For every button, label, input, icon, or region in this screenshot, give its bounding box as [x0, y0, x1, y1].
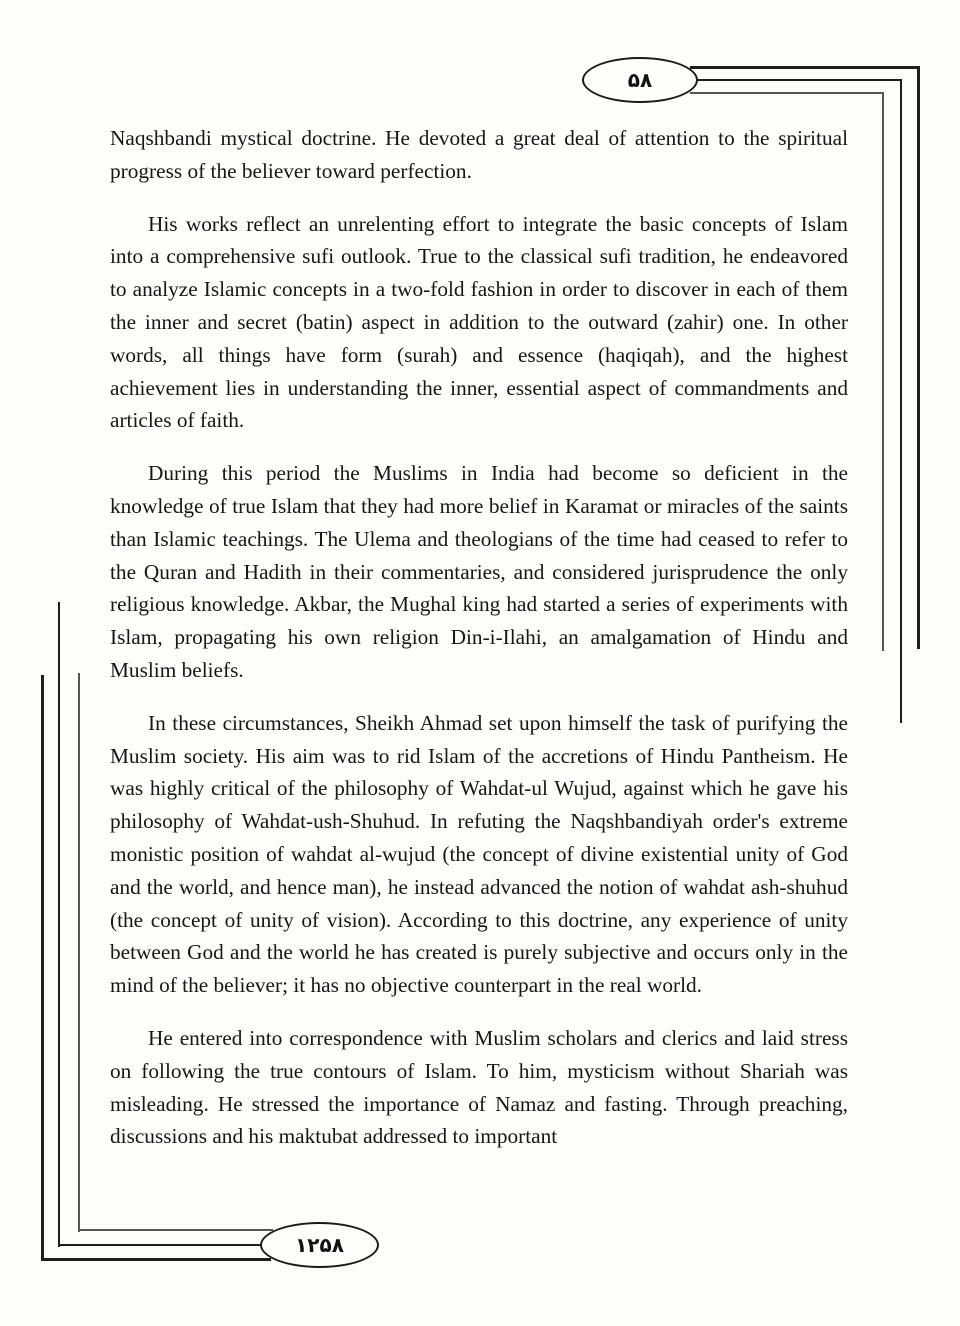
frame-line-right-middle — [900, 79, 902, 723]
frame-line-bottom-inner — [78, 1229, 273, 1231]
frame-line-bottom-middle — [58, 1244, 263, 1246]
paragraph: During this period the Muslims in India had become so deficient in the knowledge of true Islam that they had more belief in Karamat or miracles of the saints than Islamic teachings. The Ulema and theologians of the time had ceased to refer to the Quran and Hadith in their commentaries, and considered jurisprudence the only religious knowledge. Akbar, the Mughal king had started a series of experiments with Islam, propagating his own religion Din-i-Ilahi, an amalgamation of Hindu and Muslim beliefs. — [110, 461, 848, 682]
paragraph: In these circumstances, Sheikh Ahmad set upon himself the task of purifying the Muslim society. His aim was to rid Islam of the accretions of Hindu Pantheism. He was highly critical of the philosophy of Wahdat-ul Wujud, against which he gave his philosophy of Wahdat-ush-Shuhud. In refuting the Naqshbandiyah order's extreme monistic position of wahdat al-wujud (the concept of divine existential unity of God and the world, and hence man), he instead advanced the notion of wahdat ash-shuhud (the concept of unity of vision). According to this doctrine, any experience of unity between God and the world he has created is purely subjective and occurs only in the mind of the believer; it has no objective counterpart in the real world. — [110, 710, 848, 998]
frame-line-left-inner — [78, 673, 80, 1232]
paragraph-continued: Naqshbandi mystical doctrine. He devoted a great deal of attention to the spiritual progress of the believer toward perfection. — [110, 126, 848, 183]
footer-page-number-text: ۱۲۵۸ — [295, 1233, 344, 1257]
body-text — [110, 122, 848, 1153]
paragraph: He entered into correspondence with Muslim scholars and clerics and laid stress on following the true contours of Islam. To him, mysticism without Shariah was misleading. He stressed the importance of Namaz and fasting. Through preaching, discussions and his maktubat addressed to important — [110, 1025, 848, 1149]
header-page-number-text: ۵۸ — [627, 68, 653, 92]
frame-line-top-inner — [690, 92, 884, 94]
frame-line-top-outer — [690, 66, 920, 69]
paragraph: His works reflect an unrelenting effort to integrate the basic concepts of Islam into a comprehensive sufi outlook. True to the classical sufi tradition, he endeavored to analyze Islamic concepts in a two-fold fashion in order to discover in each of them the inner and secret (batin) aspect in addition to the outward (zahir) one. In other words, all things have form (surah) and essence (haqiqah), and the highest achievement lies in understanding the inner, essential aspect of commandments and articles of faith. — [110, 211, 848, 433]
frame-line-left-outer — [41, 675, 44, 1261]
frame-line-bottom-outer — [41, 1258, 271, 1261]
frame-line-right-outer — [917, 66, 920, 649]
footer-page-number — [260, 1222, 379, 1268]
frame-line-right-inner — [882, 92, 884, 651]
header-page-number — [582, 57, 698, 103]
frame-line-top-middle — [697, 79, 902, 81]
frame-line-left-middle — [58, 602, 60, 1247]
